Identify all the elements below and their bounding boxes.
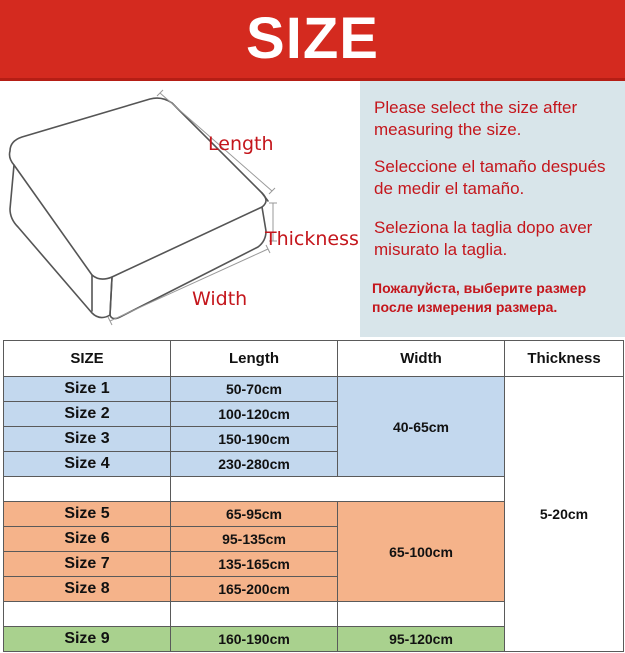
cushion-diagram <box>0 81 360 336</box>
length-cell: 100-120cm <box>171 402 338 427</box>
header-length: Length <box>171 341 338 377</box>
size-cell: Size 2 <box>4 402 171 427</box>
note-spanish: Seleccione el tamaño después de medir el tamaño. <box>374 157 606 198</box>
header-size: SIZE <box>4 341 171 377</box>
width-cell-group-1: 40-65cm <box>338 377 505 477</box>
width-cell: 95-120cm <box>338 627 505 652</box>
empty-cell <box>338 602 505 627</box>
length-cell: 50-70cm <box>171 377 338 402</box>
thickness-label: Thickness <box>265 228 359 250</box>
header-thickness: Thickness <box>505 341 624 377</box>
size-cell: Size 6 <box>4 527 171 552</box>
size-cell: Size 3 <box>4 427 171 452</box>
size-cell: Size 4 <box>4 452 171 477</box>
length-cell: 160-190cm <box>171 627 338 652</box>
length-cell: 65-95cm <box>171 502 338 527</box>
size-chart-table <box>3 340 624 652</box>
size-cell: Size 8 <box>4 577 171 602</box>
title-banner <box>0 0 625 81</box>
size-cell: Size 9 <box>4 627 171 652</box>
table-header-row <box>4 341 624 377</box>
note-russian: Пожалуйста, выберите размер после измерения размера. <box>372 280 587 315</box>
length-cell: 165-200cm <box>171 577 338 602</box>
instruction-panel <box>360 81 625 337</box>
empty-cell <box>171 477 505 502</box>
length-cell: 230-280cm <box>171 452 338 477</box>
banner-title: SIZE <box>246 6 379 71</box>
size-cell: Size 7 <box>4 552 171 577</box>
width-cell-group-2: 65-100cm <box>338 502 505 602</box>
length-cell: 150-190cm <box>171 427 338 452</box>
table-row <box>4 377 624 402</box>
header-width: Width <box>338 341 505 377</box>
empty-cell <box>4 477 171 502</box>
empty-cell <box>171 602 338 627</box>
length-cell: 135-165cm <box>171 552 338 577</box>
width-label: Width <box>192 288 248 310</box>
size-cell: Size 1 <box>4 377 171 402</box>
empty-cell <box>4 602 171 627</box>
length-cell: 95-135cm <box>171 527 338 552</box>
note-italian: Seleziona la taglia dopo aver misurato la taglia. <box>374 218 593 259</box>
thickness-cell: 5-20cm <box>505 377 624 652</box>
length-label: Length <box>208 133 274 155</box>
cushion-illustration <box>0 81 360 336</box>
note-english: Please select the size after measuring the size. <box>374 98 578 139</box>
size-cell: Size 5 <box>4 502 171 527</box>
